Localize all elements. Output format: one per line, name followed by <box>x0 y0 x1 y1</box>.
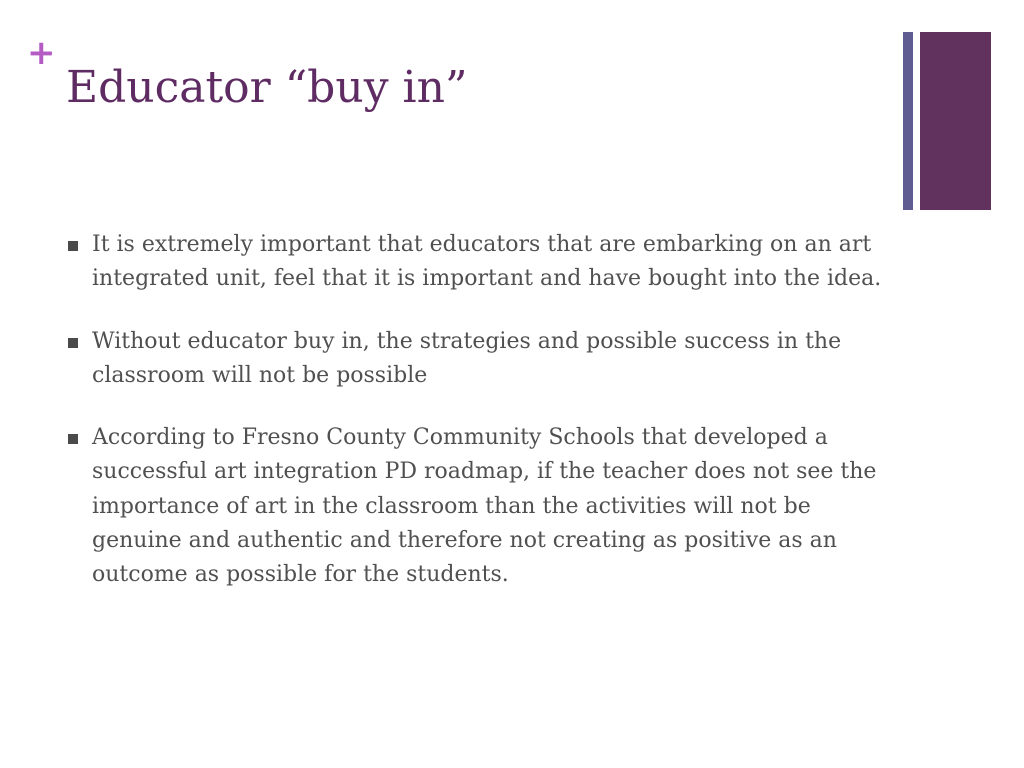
square-bullet-icon <box>68 338 78 348</box>
bullet-text: Without educator buy in, the strategies and possible success in the classroom will not be possible <box>92 328 842 388</box>
bullet-item <box>66 228 896 297</box>
bullet-list <box>66 228 896 621</box>
square-bullet-icon <box>68 241 78 251</box>
bullet-item <box>66 421 896 592</box>
accent-bar-thin <box>903 32 913 210</box>
slide-title: Educator “buy in” <box>66 62 468 113</box>
bullet-item <box>66 325 896 394</box>
bullet-text: It is extremely important that educators that are embarking on an art integrated unit, feel that it is important and have bought into the idea. <box>92 232 882 292</box>
bullet-text: According to Fresno County Community Schools that developed a successful art integration PD roadmap, if the teacher does not see the importance of art in the classroom than the activities will not be genuine and authentic and therefore not creating as positive as an outcome as possible for the students. <box>92 425 877 588</box>
plus-icon: + <box>27 33 56 73</box>
accent-bar-thick <box>920 32 991 210</box>
square-bullet-icon <box>68 434 78 444</box>
